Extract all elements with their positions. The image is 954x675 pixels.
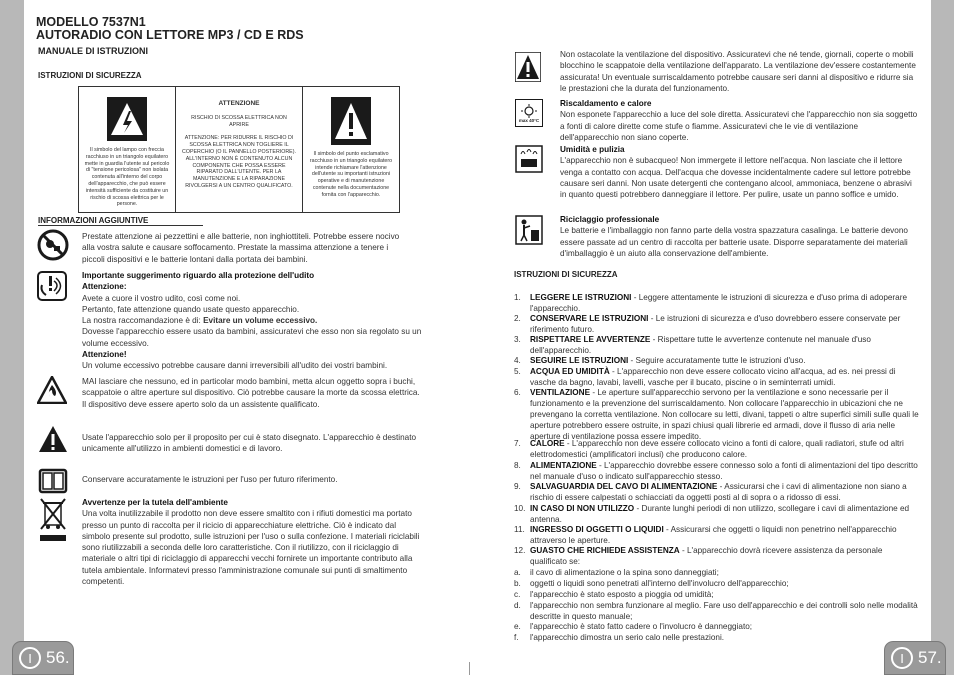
- list-item-text: [530, 387, 920, 442]
- info-small-parts-text: Prestate attenzione ai pezzettini e alle batterie, non inghiottiteli. Potrebbe essere nocivo alla vostra salute e causare soffocamento. Prestate la massima attenzione a tenere i piccoli dispositivi e le batterie lontani dalla portata dei bambini.: [82, 232, 400, 264]
- fire-warning-icon: [37, 376, 67, 409]
- list-item-keyword: CALORE: [530, 439, 565, 448]
- fire-warning-text: MAI lasciare che nessuno, ed in particolar modo bambini, metta alcun oggetto sopra i buchi, scappatoie o altre aperture sul dispositivo. Ciò potrebbe causare la morte da scossa elettrica. Il dispositivo deve essere aperto solo da un assistente qualificato.: [82, 377, 420, 409]
- info-heading-rule: [38, 225, 203, 226]
- list-item-number: 5.: [514, 367, 521, 376]
- heat-block: [560, 98, 918, 143]
- list-item-text: [530, 366, 920, 388]
- right-side-bar: [931, 0, 954, 675]
- hearing-line-1: Avete a cuore il vostro udito, così come noi.: [82, 293, 241, 303]
- weee-bin-icon: [38, 497, 68, 550]
- humidity-icon: [515, 145, 543, 178]
- sub-item-text: oggetti o liquidi sono penetrati all'interno dell'involucro dell'apparecchio;: [530, 579, 789, 588]
- safety-heading-right: ISTRUZIONI DI SICUREZZA: [514, 270, 618, 279]
- list-item-keyword: VENTILAZIONE: [530, 388, 591, 397]
- list-item-text: [530, 334, 920, 356]
- info-heading: INFORMAZIONI AGGIUNTIVE: [38, 216, 149, 225]
- list-item-keyword: LEGGERE LE ISTRUZIONI: [530, 293, 632, 302]
- list-item-number: 10.: [514, 504, 526, 513]
- lightning-triangle-icon: [107, 97, 147, 141]
- ventilation-text: Non ostacolate la ventilazione del dispositivo. Assicuratevi che né tende, giornali, coperte o mobili blocchino le scappatoie della ventilazione dell'apparato. La ventilazione dev'essere costantemente assicurata! Un eventuale surriscaldamento potrebbe causare seri danni al dispositivo e ridurre sia le prestazioni che la durata del funzionamento.: [560, 50, 916, 93]
- list-item-number: 7.: [514, 439, 521, 448]
- list-item-body: - L'apparecchio non deve essere collocato vicino all'acqua, ad es. nei pressi di vasche da bagno, lavabi, lavelli, vasche per il bucato, piscine o in seminterrati umidi.: [530, 367, 896, 387]
- attention-title: ATTENZIONE: [218, 100, 260, 107]
- model-title: MODELLO 7537N1: [36, 15, 146, 29]
- attention-subtitle: RISCHIO DI SCOSSA ELETTRICA NON APRIRE: [191, 114, 287, 128]
- hearing-attention-2: Attenzione!: [82, 350, 127, 360]
- exclamation-triangle-icon: [331, 97, 371, 145]
- heat-body: Non esponete l'apparecchio a luce del sole diretta. Assicuratevi che l'apparecchio non sia soggetto a fonti di calore dirette come stufe o fiamme. Assicuratevi che le vie di ventilazione dell'apparecchio non siano coperte.: [560, 110, 918, 142]
- list-item-keyword: RISPETTARE LE AVVERTENZE: [530, 335, 651, 344]
- list-item-keyword: SEGUIRE LE ISTRUZIONI: [530, 356, 629, 365]
- heat-title: Riscaldamento e calore: [560, 99, 652, 108]
- page-marker-right: I: [891, 647, 913, 669]
- sub-item-text: l'apparecchio non sembra funzionare al meglio. Fare uso dell'apparecchio e dei controlli solo nelle modalità descritte in questo manuale;: [530, 601, 918, 621]
- sub-item-letter: a.: [514, 568, 521, 577]
- list-item-keyword: INGRESSO DI OGGETTI O LIQUIDI: [530, 525, 664, 534]
- left-side-bar: [0, 0, 24, 675]
- attention-body: ATTENZIONE: PER RIDURRE IL RISCHIO DI SCOSSA ELETTRICA NON TOGLIERE IL COPERCHIO (O IL PANNELLO POSTERIORE). ALL'INTERNO NON È CONTENUTO ALCUN COMPONENTE CHE POSSA ESSERE RIPARATO DALL'UTENTE. PER LA MANUTENZIONE E LA RIPARAZIONE RIVOLGERSI A UN CENTRO QUALIFICATO.: [182, 135, 296, 189]
- warning-lightning-text: Il simbolo del lampo con freccia racchiuso in un triangolo equilatero mette in guardia l'utente sul pericolo di "tensione pericolosa" non isolata contenuta all'interno del corpo dell'apparecchio, che può essere intensità sufficiente da costituire un rischio di scossa elettrica per le persone.: [84, 147, 170, 208]
- sub-item-text: l'apparecchio è stato esposto a pioggia od umidità;: [530, 590, 714, 599]
- list-item-number: 1.: [514, 293, 521, 302]
- warning-attention-column: [176, 87, 303, 212]
- page-marker-left: I: [19, 647, 41, 669]
- hearing-protection-icon: [37, 271, 67, 306]
- humidity-body: L'apparecchio non è subacqueo! Non immergete il lettore nell'acqua. Non lasciate che il lettore venga a contatto con acqua. Dell'acqua che dovesse incidentalmente cadere sul lettore potrebbe causare seri danni. Non usate detergenti che contengano alcool, ammoniaca, benzene o abrasivi in quanto questi potrebbero danneggiare il lettore. Per pulire, usate un panno soffice e umido.: [560, 156, 912, 200]
- sun-icon: [521, 104, 537, 118]
- heat-icon-label: max 40°C: [518, 117, 540, 123]
- sub-item-letter: d.: [514, 601, 521, 610]
- page-number-left: [12, 641, 74, 675]
- hearing-recommendation: La nostra raccomandazione è di:: [82, 316, 204, 326]
- list-item-number: 9.: [514, 482, 521, 491]
- manual-book-icon: [38, 468, 68, 499]
- list-item-number: 6.: [514, 388, 521, 397]
- list-item-keyword: ACQUA ED UMIDITÀ: [530, 367, 610, 376]
- list-item-text: [530, 524, 920, 546]
- page-number-right-text: 57.: [918, 648, 942, 667]
- list-item-keyword: ALIMENTAZIONE: [530, 461, 597, 470]
- list-item-body: - L'apparecchio non deve essere collocato vicino a fonti di calore, quali radiatori, stufe od altri elettrodomestici (amplificatori inclusi) che producono calore.: [530, 439, 904, 459]
- list-item-text: [530, 481, 920, 503]
- warning-triangle-icon: [38, 425, 68, 458]
- list-item-body: - Seguire accuratamente tutte le istruzioni d'uso.: [628, 356, 806, 365]
- list-item-text: [530, 545, 920, 567]
- hearing-line-5: Un volume eccessivo potrebbe causare danni irreversibili all'udito dei vostri bambini.: [82, 361, 388, 371]
- list-item-text: [530, 438, 920, 460]
- list-item-text: [530, 503, 920, 525]
- hearing-line-2: Pertanto, fate attenzione quando usate questo apparecchio.: [82, 304, 300, 314]
- manual-heading: MANUALE DI ISTRUZIONI: [38, 46, 148, 56]
- sub-item-text: il cavo di alimentazione o la spina sono danneggiati;: [530, 568, 719, 577]
- list-item-number: 12.: [514, 546, 526, 555]
- environment-body: Una volta inutilizzabile il prodotto non deve essere smaltito con i rifiuti domestici ma portato presso un punto di raccolta per il ricicio di apparecchiature elettriche. Ciò è indicato dal simbolo presente sul prodotto, sulle istruzioni per l'uso o sulla confezione. I materiali riciclabili sono riutilizzabili a seconda delle loro caratteristiche. Con il riutilizzo, con il riciclaggio di materiale o altri tipi di riciclaggio di apparecchi vecchi fornirete un importante contributo alla tutela ambientale. Informatevi presso l'amministrazione comunale sui punti di smaltimento competenti.: [82, 509, 420, 587]
- warning-exclamation-text: Il simbolo del punto esclamativo racchiuso in un triangolo equilatero intende richiamare l'attenzione dell'utente su importanti istruzioni operative e di manutenzione contenute nella documentazione fornita con l'apparecchio.: [309, 151, 393, 198]
- list-item-number: 3.: [514, 335, 521, 344]
- document-title: [36, 16, 304, 42]
- hearing-avoid-volume: Evitare un volume eccessivo.: [203, 316, 318, 326]
- sub-item-text: l'apparecchio dimostra un serio calo nelle prestazioni.: [530, 633, 725, 642]
- product-title: AUTORADIO CON LETTORE MP3 / CD E RDS: [36, 28, 304, 42]
- list-item-text: [530, 355, 920, 366]
- list-item-body: - Le istruzioni di sicurezza e d'uso dovrebbero essere conservate per riferimento futuro.: [530, 314, 901, 334]
- environment-title: Avvertenze per la tutela dell'ambiente: [82, 498, 228, 507]
- sub-item-text: l'apparecchio è stato fatto cadere o l'involucro è danneggiato;: [530, 622, 753, 631]
- list-item-number: 4.: [514, 356, 521, 365]
- list-item-body: - Rispettare tutte le avvertenze contenute nel manuale d'uso dell'apparecchio.: [530, 335, 871, 355]
- sub-item-letter: b.: [514, 579, 521, 588]
- list-item-keyword: IN CASO DI NON UTILIZZO: [530, 504, 635, 513]
- list-item-keyword: SALVAGUARDIA DEL CAVO DI ALIMENTAZIONE: [530, 482, 718, 491]
- list-item-body: - Leggere attentamente le istruzioni di sicurezza e d'uso prima di adoperare l'apparecchio.: [530, 293, 907, 313]
- page-number-left-text: 56.: [46, 648, 70, 667]
- list-item-number: 2.: [514, 314, 521, 323]
- list-item-body: - Le aperture sull'apparecchio servono per la ventilazione e sono necessarie per il funzionamento e la prevenzione del surriscaldamento. Non collocare l'apparecchio in ubicazioni che ne prevengano la corretta ventilazione. Non collocare su letti, divani, tappeti o altre superfici simili sulle quali le aperture potrebbero essere ostruite, in spazi chiusi quali librerie ed armadi, dove il flusso di aria nelle aperture di ventilazione possa essere impedito.: [530, 388, 919, 441]
- list-item-keyword: GUASTO CHE RICHIEDE ASSISTENZA: [530, 546, 680, 555]
- environment-block: [82, 497, 422, 587]
- no-small-parts-icon: [37, 229, 69, 266]
- warning-lightning-column: [79, 87, 176, 212]
- warning-exclamation-column: [303, 87, 399, 212]
- usage-text: Usate l'apparecchio solo per il proposito per cui è stato disegnato. L'apparecchio è destinato unicamente all'utilizzo in ambienti domestici e di lavoro.: [82, 433, 417, 454]
- sub-item-letter: e.: [514, 622, 521, 631]
- sub-item-letter: c.: [514, 590, 521, 599]
- humidity-title: Umidità e pulizia: [560, 145, 625, 154]
- hearing-title: Importante suggerimento riguardo alla protezione dell'udito: [82, 271, 315, 280]
- humidity-block: [560, 144, 918, 200]
- list-item-number: 8.: [514, 461, 521, 470]
- safety-heading: ISTRUZIONI DI SICUREZZA: [38, 71, 142, 80]
- recycling-title: Riciclaggio professionale: [560, 215, 660, 224]
- recycling-block: [560, 214, 918, 259]
- heat-icon: [515, 99, 543, 127]
- sub-item-letter: f.: [514, 633, 519, 642]
- list-item-body: - Durante lunghi periodi di non utilizzo, scollegare i cavi di alimentazione ed antenna.: [530, 504, 910, 524]
- ventilation-warning-icon: [515, 52, 541, 87]
- hearing-block: [82, 270, 422, 372]
- list-item-text: [530, 460, 920, 482]
- page-number-right: [884, 641, 946, 675]
- hearing-attention-1: Attenzione:: [82, 282, 127, 292]
- warning-box: [78, 86, 400, 213]
- recycling-body: Le batterie e l'imballaggio non fanno parte della vostra spazzatura casalinga. Le batterie devono essere passate ad un centro di raccolta per batterie usate. Disporre separatamente dei materiali d'imballaggio è un aiuto alla conservazione dell'ambiente.: [560, 226, 908, 258]
- list-item-keyword: CONSERVARE LE ISTRUZIONI: [530, 314, 649, 323]
- hearing-line-3: [82, 315, 422, 326]
- list-item-body: - L'apparecchio dovrebbe essere connesso solo a fonti di alimentazioni del tipo descritto nel manuale d'uso o indicato sull'apparecchio stesso.: [530, 461, 918, 481]
- list-item-text: [530, 313, 920, 335]
- list-item-text: [530, 292, 920, 314]
- list-item-number: 11.: [514, 525, 525, 534]
- keep-instructions-text: Conservare accuratamente le istruzioni per l'uso per futuro riferimento.: [82, 475, 338, 484]
- list-item-body: - Assicurarsi che i cavi di alimentazione non siano a rischio di essere calpestati o schiacciati da oggetti posti al di sopra o a ridosso di essi.: [530, 482, 907, 502]
- list-item-body: - L'apparecchio dovrà ricevere assistenza da personale qualificato se:: [530, 546, 883, 566]
- recycling-icon: [515, 215, 543, 250]
- page-divider: [469, 662, 470, 675]
- list-item-body: - Assicurarsi che oggetti o liquidi non penetrino nell'apparecchio attraverso le aperture.: [530, 525, 897, 545]
- hearing-line-4: Dovesse l'apparecchio essere usato da bambini, assicuratevi che esso non sia regolato su un volume eccessivo.: [82, 327, 422, 348]
